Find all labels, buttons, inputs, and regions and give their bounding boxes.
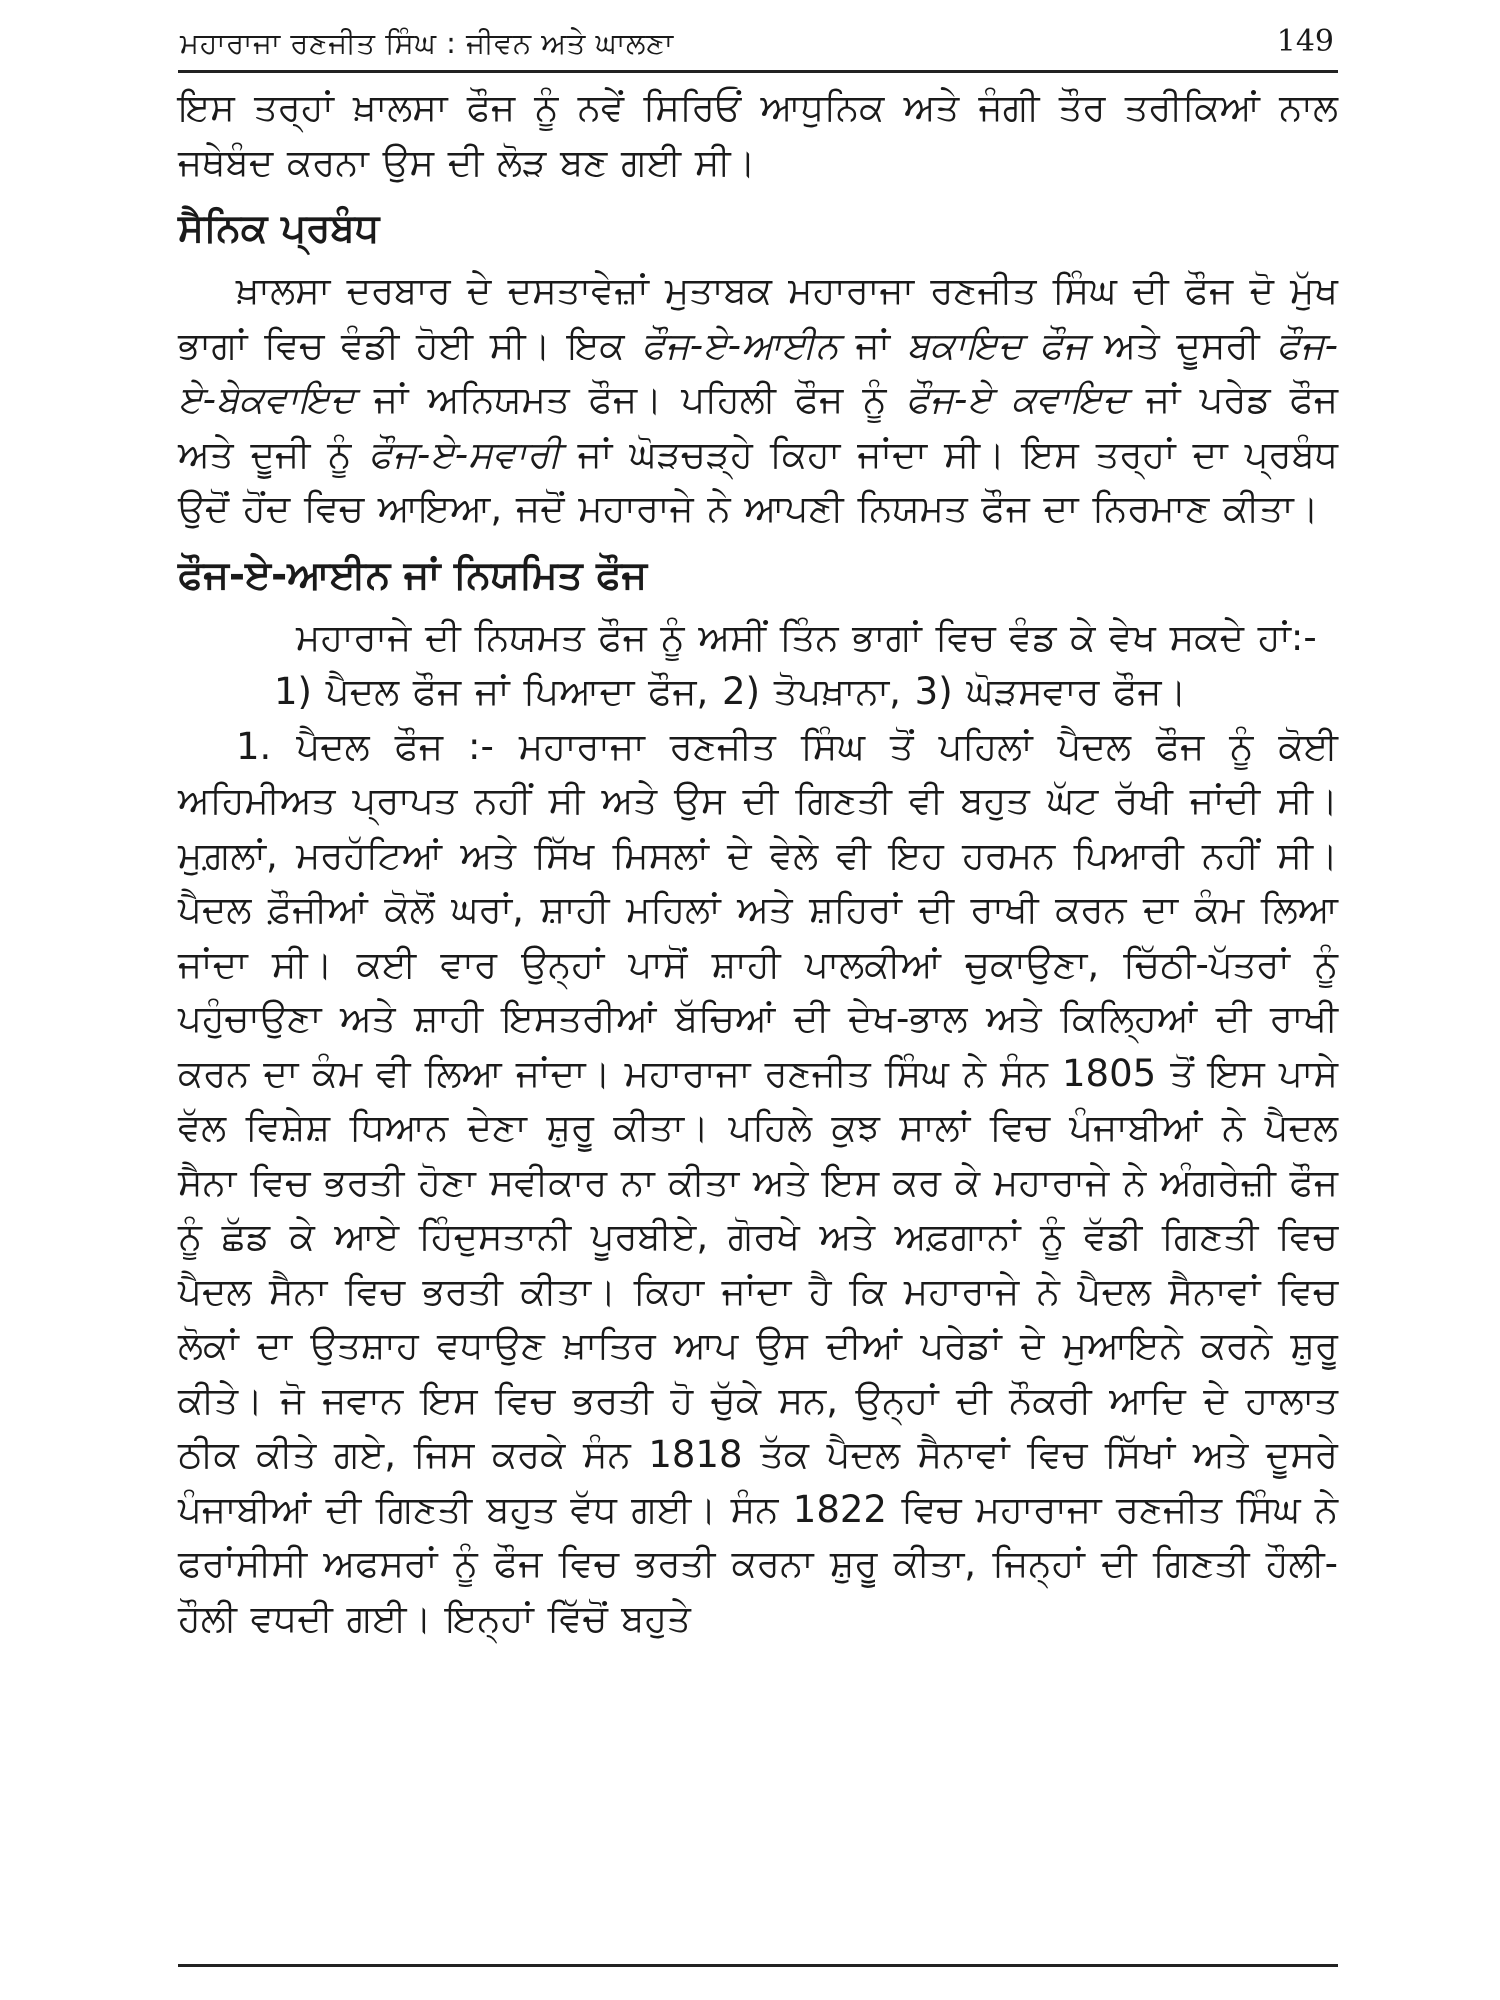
italic-term: ਫੌਜ-ਏ ਕਵਾਇਦ: [905, 378, 1127, 421]
book-page: [178, 18, 1338, 1978]
paragraph-intro: ਇਸ ਤਰ੍ਹਾਂ ਖ਼ਾਲਸਾ ਫੌਜ ਨੂੰ ਨਵੇਂ ਸਿਰਿਓਂ ਆਧੁਨਿਕ ਅਤੇ ਜੰਗੀ ਤੌਰ ਤਰੀਕਿਆਂ ਨਾਲ ਜਥੇਬੰਦ ਕਰਨਾ ਉਸ ਦੀ ਲੋੜ ਬਣ ਗਈ ਸੀ।: [178, 86, 1338, 184]
paragraph-text: ਜਾਂ ਅਨਿਯਮਤ ਫੌਜ। ਪਹਿਲੀ ਫੌਜ ਨੂੰ: [354, 378, 906, 421]
section-heading-military-administration: ਸੈਨਿਕ ਪ੍ਰਬੰਧ: [178, 206, 380, 251]
bottom-rule: [178, 1964, 1338, 1967]
paragraph-text: ਖ਼ਾਲਸਾ ਦਰਬਾਰ ਦੇ ਦਸਤਾਵੇਜ਼ਾਂ ਮੁਤਾਬਕ ਮਹਾਰਾਜਾ ਰਣਜੀਤ ਸਿੰਘ ਦੀ ਫੌਜ ਦੋ ਮੁੱਖ ਭਾਗਾਂ ਵਿਚ ਵੰਡੀ ਹੋਈ ਸੀ। ਇਕ: [178, 269, 1338, 367]
paragraph-infantry: 1. ਪੈਦਲ ਫੌਜ :- ਮਹਾਰਾਜਾ ਰਣਜੀਤ ਸਿੰਘ ਤੋਂ ਪਹਿਲਾਂ ਪੈਦਲ ਫੌਜ ਨੂੰ ਕੋਈ ਅਹਿਮੀਅਤ ਪ੍ਰਾਪਤ ਨਹੀਂ ਸੀ ਅਤੇ ਉਸ ਦੀ ਗਿਣਤੀ ਵੀ ਬਹੁਤ ਘੱਟ ਰੱਖੀ ਜਾਂਦੀ ਸੀ। ਮੁਗ਼ਲਾਂ, ਮਰਹੱਟਿਆਂ ਅਤੇ ਸਿੱਖ ਮਿਸਲਾਂ ਦੇ ਵੇਲੇ ਵੀ ਇਹ ਹਰਮਨ ਪਿਆਰੀ ਨਹੀਂ ਸੀ। ਪੈਦਲ ਫ਼ੌਜੀਆਂ ਕੋਲੋਂ ਘਰਾਂ, ਸ਼ਾਹੀ ਮਹਿਲਾਂ ਅਤੇ ਸ਼ਹਿਰਾਂ ਦੀ ਰਾਖੀ ਕਰਨ ਦਾ ਕੰਮ ਲਿਆ ਜਾਂਦਾ ਸੀ। ਕਈ ਵਾਰ ਉਨ੍ਹਾਂ ਪਾਸੋਂ ਸ਼ਾਹੀ ਪਾਲਕੀਆਂ ਚੁਕਾਉਣਾ, ਚਿੱਠੀ-ਪੱਤਰਾਂ ਨੂੰ ਪਹੁੰਚਾਉਣਾ ਅਤੇ ਸ਼ਾਹੀ ਇਸਤਰੀਆਂ ਬੱਚਿਆਂ ਦੀ ਦੇਖ-ਭਾਲ ਅਤੇ ਕਿਲ੍ਹਿਆਂ ਦੀ ਰਾਖੀ ਕਰਨ ਦਾ ਕੰਮ ਵੀ ਲਿਆ ਜਾਂਦਾ। ਮਹਾਰਾਜਾ ਰਣਜੀਤ ਸਿੰਘ ਨੇ ਸੰਨ 1805 ਤੋਂ ਇਸ ਪਾਸੇ ਵੱਲ ਵਿਸ਼ੇਸ਼ ਧਿਆਨ ਦੇਣਾ ਸ਼ੁਰੂ ਕੀਤਾ। ਪਹਿਲੇ ਕੁਝ ਸਾਲਾਂ ਵਿਚ ਪੰਜਾਬੀਆਂ ਨੇ ਪੈਦਲ ਸੈਨਾ ਵਿਚ ਭਰਤੀ ਹੋਣਾ ਸਵੀਕਾਰ ਨਾ ਕੀਤਾ ਅਤੇ ਇਸ ਕਰ ਕੇ ਮਹਾਰਾਜੇ ਨੇ ਅੰਗਰੇਜ਼ੀ ਫੌਜ ਨੂੰ ਛੱਡ ਕੇ ਆਏ ਹਿੰਦੁਸਤਾਨੀ ਪੂਰਬੀਏ, ਗੋਰਖੇ ਅਤੇ ਅਫ਼ਗਾਨਾਂ ਨੂੰ ਵੱਡੀ ਗਿਣਤੀ ਵਿਚ ਪੈਦਲ ਸੈਨਾ ਵਿਚ ਭਰਤੀ ਕੀਤਾ। ਕਿਹਾ ਜਾਂਦਾ ਹੈ ਕਿ ਮਹਾਰਾਜੇ ਨੇ ਪੈਦਲ ਸੈਨਾਵਾਂ ਵਿਚ ਲੋਕਾਂ ਦਾ ਉਤਸ਼ਾਹ ਵਧਾਉਣ ਖ਼ਾਤਿਰ ਆਪ ਉਸ ਦੀਆਂ ਪਰੇਡਾਂ ਦੇ ਮੁਆਇਨੇ ਕਰਨੇ ਸ਼ੁਰੂ ਕੀਤੇ। ਜੋ ਜਵਾਨ ਇਸ ਵਿਚ ਭਰਤੀ ਹੋ ਚੁੱਕੇ ਸਨ, ਉਨ੍ਹਾਂ ਦੀ ਨੌਕਰੀ ਆਦਿ ਦੇ ਹਾਲਾਤ ਠੀਕ ਕੀਤੇ ਗਏ, ਜਿਸ ਕਰਕੇ ਸੰਨ 1818 ਤੱਕ ਪੈਦਲ ਸੈਨਾਵਾਂ ਵਿਚ ਸਿੱਖਾਂ ਅਤੇ ਦੂਸਰੇ ਪੰਜਾਬੀਆਂ ਦੀ ਗਿਣਤੀ ਬਹੁਤ ਵੱਧ ਗਈ। ਸੰਨ 1822 ਵਿਚ ਮਹਾਰਾਜਾ ਰਣਜੀਤ ਸਿੰਘ ਨੇ ਫਰਾਂਸੀਸੀ ਅਫਸਰਾਂ ਨੂੰ ਫੌਜ ਵਿਚ ਭਰਤੀ ਕਰਨਾ ਸ਼ੁਰੂ ਕੀਤਾ, ਜਿਨ੍ਹਾਂ ਦੀ ਗਿਣਤੀ ਹੌਲੀ-ਹੌਲੀ ਵਧਦੀ ਗਈ। ਇਨ੍ਹਾਂ ਵਿੱਚੋਂ ਬਹੁਤੇ: [178, 724, 1338, 1640]
paragraph-text: ਜਾਂ ਪਰੇਡ ਫੌਜ ਅਤੇ ਦੂਜੀ ਨੂੰ: [178, 378, 1339, 476]
running-header: [178, 18, 1338, 73]
italic-term: ਫੌਜ-ਏ-ਆਈਨ: [641, 323, 839, 367]
paragraph-text: ਜਾਂ ਘੋੜਚੜ੍ਹੇ ਕਿਹਾ ਜਾਂਦਾ ਸੀ। ਇਸ ਤਰ੍ਹਾਂ ਦਾ ਪ੍ਰਬੰਧ ਉਦੋਂ ਹੋਂਦ ਵਿਚ ਆਇਆ, ਜਦੋਂ ਮਹਾਰਾਜੇ ਨੇ ਆਪਣੀ ਨਿਯਮਤ ਫੌਜ ਦਾ ਨਿਰਮਾਣ ਕੀਤਾ।: [178, 432, 1338, 530]
body-text: [178, 81, 1338, 1646]
italic-term: ਫੌਜ-ਏ-ਬੇਕਵਾਇਦ: [178, 323, 1339, 421]
paragraph-text: ਅਤੇ ਦੂਸਰੀ: [1087, 323, 1277, 367]
paragraph-army-divisions: [178, 264, 1338, 537]
enumerated-list-line: 1) ਪੈਦਲ ਫੌਜ ਜਾਂ ਪਿਆਦਾ ਫੌਜ, 2) ਤੋਪਖ਼ਾਨਾ, 3) ਘੋੜਸਵਾਰ ਫੌਜ।: [274, 670, 1187, 713]
running-title: ਮਹਾਰਾਜਾ ਰਣਜੀਤ ਸਿੰਘ : ਜੀਵਨ ਅਤੇ ਘਾਲਣਾ: [180, 26, 674, 60]
page-number: 149: [1276, 24, 1334, 59]
italic-term: ਬਕਾਇਦ ਫੌਜ: [906, 323, 1088, 367]
paragraph-text: ਜਾਂ: [838, 323, 907, 367]
italic-term: ਫੌਜ-ਏ-ਸਵਾਰੀ: [368, 432, 561, 476]
paragraph-three-parts: ਮਹਾਰਾਜੇ ਦੀ ਨਿਯਮਤ ਫੌਜ ਨੂੰ ਅਸੀਂ ਤਿੰਨ ਭਾਗਾਂ ਵਿਚ ਵੰਡ ਕੇ ਵੇਖ ਸਕਦੇ ਹਾਂ:-: [296, 615, 1317, 659]
section-heading-regular-army: ਫੌਜ-ਏ-ਆਈਨ ਜਾਂ ਨਿਯਮਿਤ ਫੌਜ: [178, 552, 648, 598]
